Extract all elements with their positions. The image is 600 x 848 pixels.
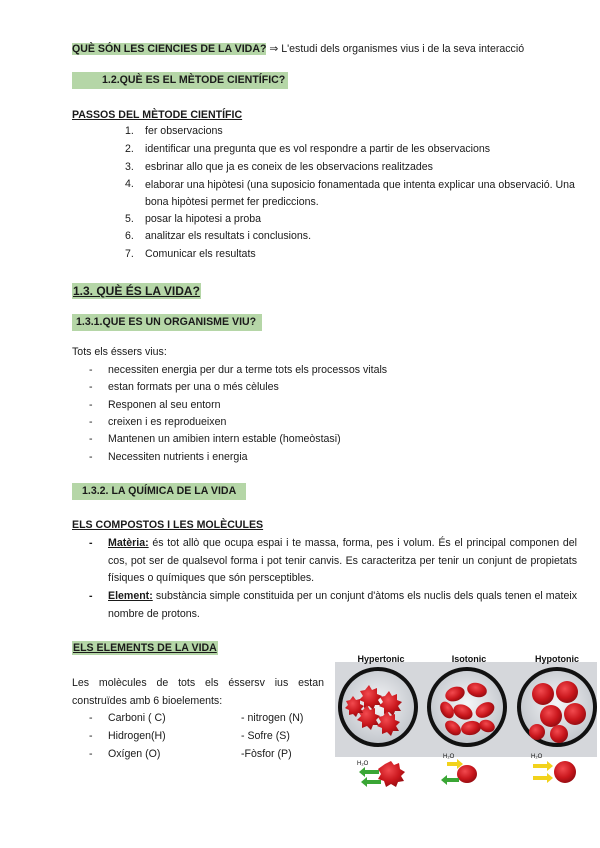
arrow-in-icon bbox=[533, 773, 553, 783]
section-1-2-banner bbox=[72, 72, 288, 89]
list-item: - Sofre (S) bbox=[241, 730, 290, 742]
arrow-out-icon bbox=[361, 777, 381, 787]
steps-title: PASSOS DEL MÈTODE CIENTÍFIC bbox=[72, 109, 243, 121]
living-beings-intro: Tots els éssers vius: bbox=[72, 346, 167, 358]
life-sciences-answer: L'estudi dels organismes vius i de la seva interacció bbox=[281, 43, 525, 55]
definition-term: Element: bbox=[108, 590, 153, 602]
list-item: Carboni ( C) bbox=[108, 712, 166, 724]
list-item: - nitrogen (N) bbox=[241, 712, 304, 724]
definition-element: - Element: substància simple constituida per un conjunt d'àtoms els nuclis dels quals tenen el mateix nombre de protons. bbox=[89, 590, 577, 620]
section-1-2-heading: 1.2.QUÈ ES EL MÈTODE CIENTÍFIC? bbox=[102, 74, 286, 86]
section-1-3-1-heading: 1.3.1.QUE ES UN ORGANISME VIU? bbox=[76, 316, 257, 328]
hypertonic-diagram bbox=[357, 761, 405, 787]
section-1-3-2-banner bbox=[72, 483, 246, 500]
arrow-icon: ⇒ bbox=[269, 43, 279, 55]
label-hypertonic: Hypertonic bbox=[357, 654, 405, 664]
elements-title: ELS ELEMENTS DE LA VIDA bbox=[73, 642, 217, 654]
list-item: Hidrogen(H) bbox=[108, 730, 166, 742]
tonicity-illustration bbox=[335, 652, 597, 797]
isotonic-diagram bbox=[441, 754, 477, 785]
list-item: Oxígen (O) bbox=[108, 748, 161, 760]
hypotonic-diagram bbox=[531, 754, 576, 783]
water-label: H₂O bbox=[531, 754, 543, 760]
definition-term: Matèria: bbox=[108, 537, 149, 549]
water-label: H₂O bbox=[357, 761, 369, 767]
arrow-out-icon bbox=[359, 767, 379, 777]
section-1-3-2-heading: 1.3.2. LA QUÍMICA DE LA VIDA bbox=[82, 485, 237, 497]
definition-matter: - Matèria: és tot allò que ocupa espai i te massa, forma, pes i volum. És el principal componen del cos, pot ser de qualsevol forma i pot tenir canvis. Es caracteritza per tenir un conjunt de propietats físiques o químiques que són persceptibles. bbox=[89, 537, 577, 585]
water-label: H₂O bbox=[443, 754, 455, 760]
tonicity-figure bbox=[335, 652, 597, 797]
list-item: -Fòsfor (P) bbox=[241, 748, 292, 760]
compounds-title: ELS COMPOSTOS I LES MOLÈCULES bbox=[72, 519, 264, 531]
arrow-out-icon bbox=[441, 775, 459, 785]
section-1-3-heading: 1.3. QUÈ ÉS LA VIDA? bbox=[73, 284, 200, 298]
label-isotonic: Isotonic bbox=[451, 654, 487, 664]
elements-intro: Les molècules de tots els éssersv ius estan construïdes amb 6 bioelements: bbox=[72, 677, 324, 707]
intro-line bbox=[72, 42, 524, 56]
label-hypotonic: Hypotonic bbox=[535, 654, 579, 664]
bioelements-list: - Carboni ( C) - Hidrogen(H) - Oxígen (O) - nitrogen (N) - Sofre (S) -Fòsfor (P) bbox=[89, 712, 304, 760]
section-1-3-1-banner bbox=[72, 314, 262, 331]
arrow-in-icon bbox=[533, 761, 553, 771]
life-sciences-question: QUÈ SÓN LES CIENCIES DE LA VIDA? bbox=[72, 43, 267, 55]
